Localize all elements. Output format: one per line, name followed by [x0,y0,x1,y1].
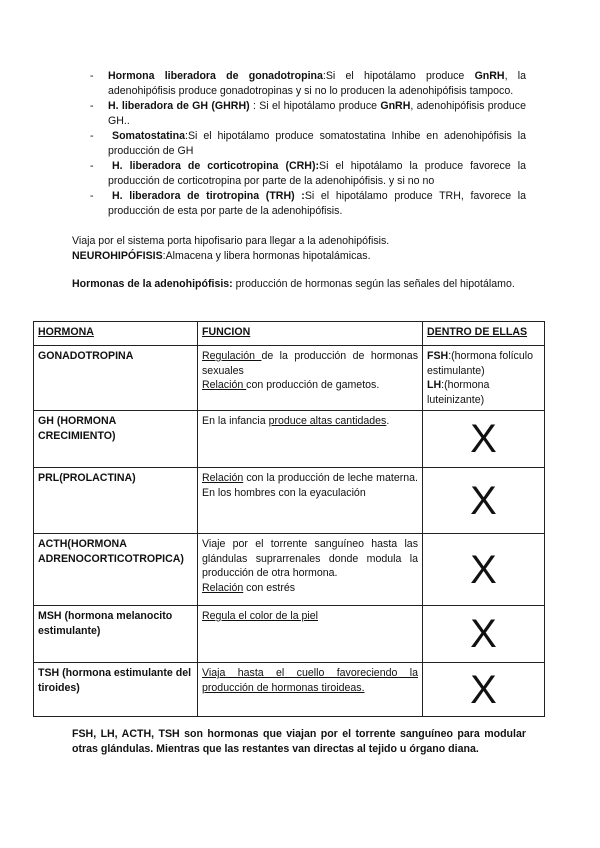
inside-text-2: :(hormona luteinizante) [427,379,490,406]
hormone-function [198,663,423,717]
item-term: H. liberadora de tirotropina (TRH) : [112,190,305,202]
table-row [34,468,545,534]
function-underlined: Viaja hasta el cuello favoreciendo la producción de hormonas tiroideas. [202,667,418,694]
inside-text: :(hormona folículo estimulante) [427,350,533,377]
hormone-function [198,411,423,468]
x-mark-cell [423,534,545,606]
hormone-name: GH (HORMONA CRECIMIENTO) [34,411,198,468]
column-header-funcion: FUNCION [198,322,423,346]
item-term: H. liberadora de GH (GHRH) [108,100,250,112]
x-mark: X [470,547,497,592]
function-underlined: Relación [202,581,244,594]
item-term-2: GnRH [380,100,411,112]
list-item [88,99,526,129]
item-term: Somatostatina [112,130,185,142]
item-term-2: GnRH [474,70,505,82]
table-row [34,606,545,663]
item-term: H. liberadora de corticotropina (CRH): [112,160,319,172]
neuro-text: :Almacena y libera hormonas hipotalámicas. [162,250,371,262]
table-row [34,346,545,411]
function-end: . [386,415,390,427]
list-item [88,129,526,159]
column-header-dentro: DENTRO DE ELLAS [423,322,545,346]
x-mark: X [470,478,497,523]
function-text: con la producción de leche materna. En los hombres con la eyaculación [202,472,418,499]
table-row [34,411,545,468]
table-header-row [34,322,545,346]
list-item [88,159,526,189]
function-underlined: produce altas cantidades [268,415,387,427]
x-mark: X [470,667,497,712]
column-header-hormona: HORMONA [34,322,198,346]
hormone-table [33,321,545,717]
x-mark: X [470,612,497,656]
inside-term: FSH [427,350,449,362]
hormone-name: GONADOTROPINA [34,346,198,411]
item-text: :Si el hipotálamo produce somatostatina Inhibe en adenohipófisis la producción de GH [108,130,526,157]
x-mark: X [470,417,497,461]
intro-term: Hormonas de la adenohipófisis: [72,278,233,290]
neurohypophysis-line [72,249,532,264]
function-text-2: con producción de gametos. [246,379,380,391]
hormone-function [198,606,423,663]
neuro-term: NEUROHIPÓFISIS [72,250,163,262]
item-text: :Si el hipotálamo produce [322,70,475,82]
item-text: Si el hipotálamo la produce favorece la producción de corticotropina por parte de la adenohipófisis. y si no no [108,160,526,187]
hormone-function [198,468,423,534]
hormone-name: PRL(PROLACTINA) [34,468,198,534]
x-mark-cell [423,663,545,717]
function-text-2: con estrés [243,581,296,594]
inside-term-2: LH [427,379,442,391]
function-underlined-2: Relación [202,379,247,391]
x-mark-cell [423,411,545,468]
hypothalamic-hormones-list [88,69,526,219]
hormone-function [198,346,423,411]
hormone-function [198,534,423,606]
function-text: En la infancia [202,415,269,427]
item-text: : Si el hipotálamo produce [249,100,381,112]
hormone-inside [423,346,545,411]
hormone-name: MSH (hormona melanocito estimulante) [34,606,198,663]
footer-note: FSH, LH, ACTH, TSH son hormonas que viajan por el torrente sanguíneo para modular otras glándulas. Mientras que las restantes van directas al tejido u órgano diana. [72,728,526,755]
x-mark-cell [423,606,545,663]
function-underlined: Regulación [202,350,262,362]
list-item [88,69,526,99]
item-text-2: , la adenohipófisis produce gonadotropinas y si no lo producen la adenohipófisis tampoco. [108,70,526,97]
function-underlined: Regula el color de la piel [202,610,319,622]
function-text: de la producción de hormonas sexuales [202,350,418,377]
table-row [34,534,545,606]
hormone-name: TSH (hormona estimulante del tiroides) [34,663,198,717]
adenohypophysis-intro [72,277,526,292]
item-text: Si el hipotálamo produce TRH, favorece la producción de esta por parte de la adenohipófisis. [108,190,526,217]
function-underlined: Relación [202,472,244,484]
function-text: Viaje por el torrente sanguíneo hasta las glándulas suprarrenales donde modula la producción de otra hormona. [202,538,418,579]
item-text-2: , adenohipófisis produce GH.. [108,100,526,127]
x-mark-cell [423,468,545,534]
item-term: Hormona liberadora de gonadotropina [108,70,323,82]
hormone-name: ACTH(HORMONA ADRENOCORTICOTROPICA) [34,534,198,606]
intro-text: producción de hormonas según las señales del hipotálamo. [232,278,515,290]
table-row [34,663,545,717]
portal-line: Viaja por el sistema porta hipofisario para llegar a la adenohipófisis. [72,235,390,247]
list-item [88,189,526,219]
